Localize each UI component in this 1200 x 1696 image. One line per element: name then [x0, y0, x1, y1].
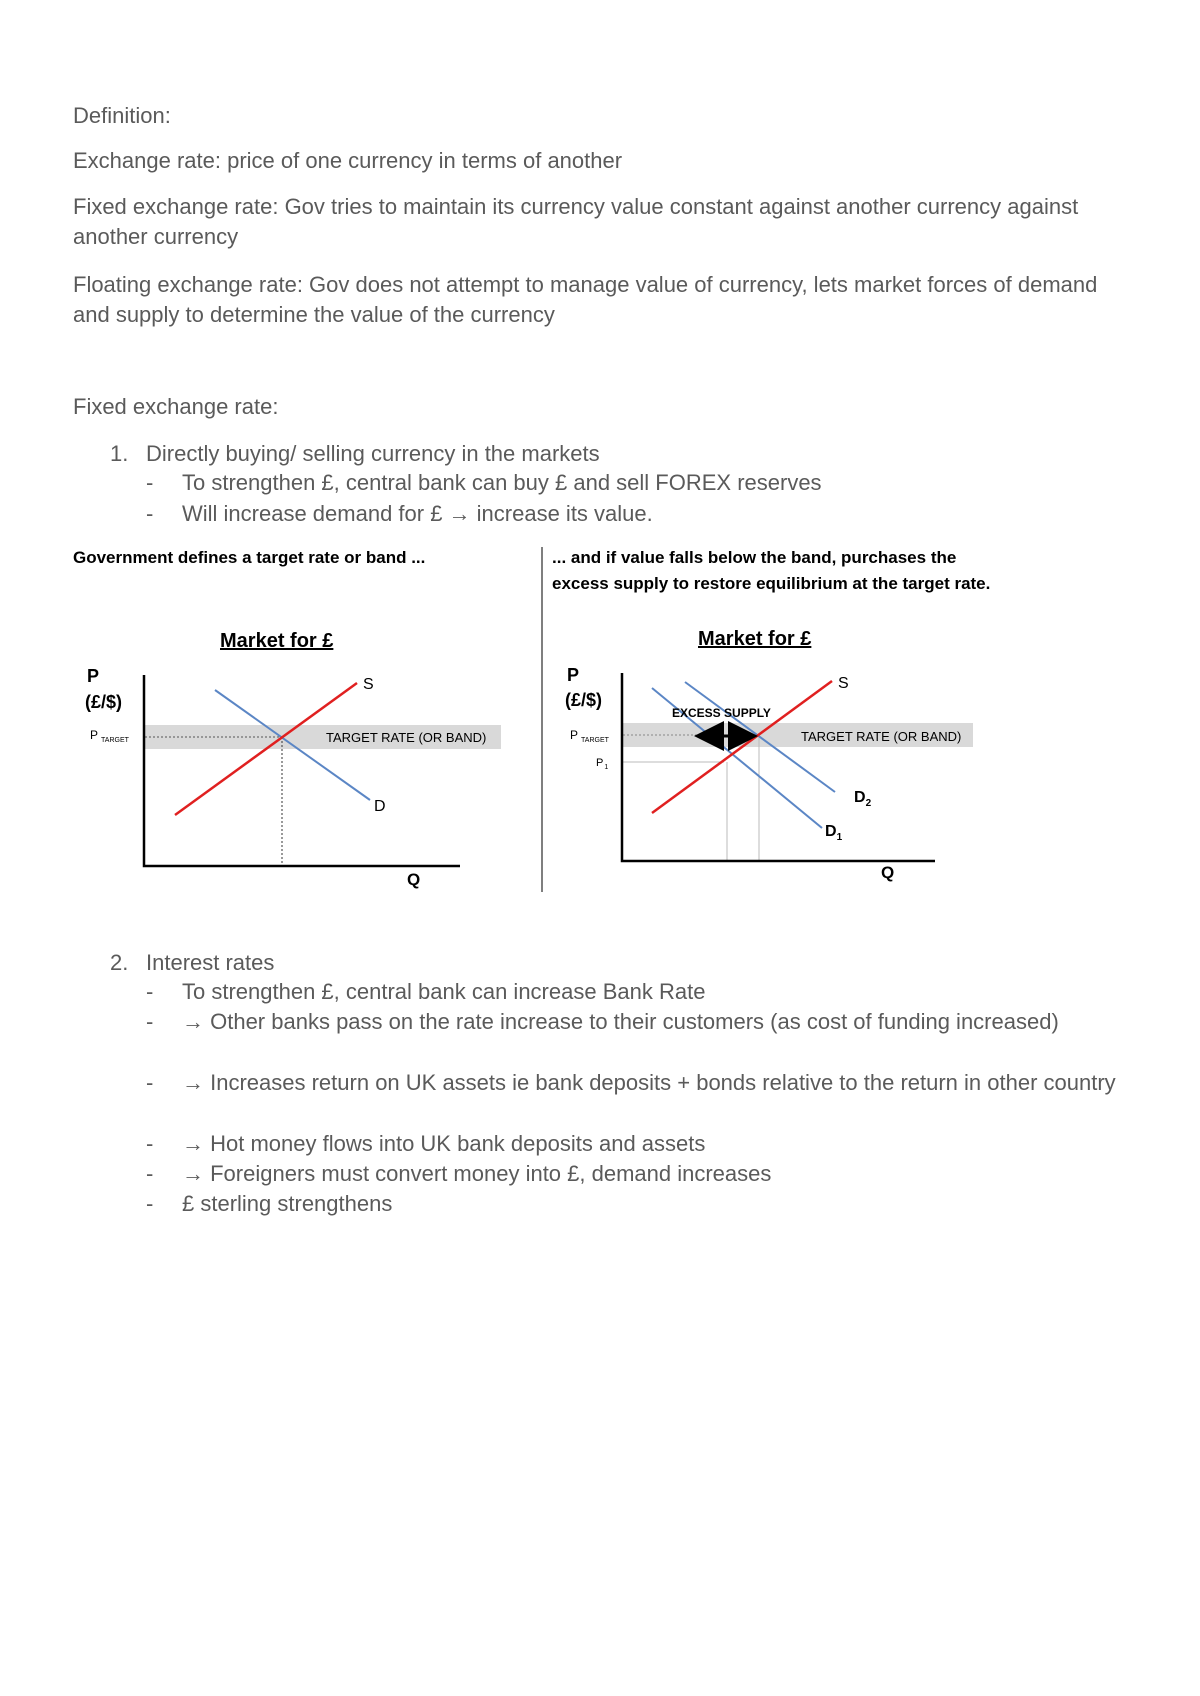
- definition-heading: Definition:: [73, 103, 171, 128]
- list-item-1: Directly buying/ selling currency in the markets: [146, 441, 600, 466]
- fixed-section-heading: Fixed exchange rate:: [73, 394, 279, 419]
- list-number-2: 2.: [110, 950, 129, 975]
- bullet-item: → Increases return on UK assets ie bank deposits + bonds relative to the return in other country: [182, 1070, 1116, 1095]
- y-axis-label-right: P: [567, 665, 580, 685]
- market-title-left: Market for £: [220, 630, 334, 652]
- supply-label-left: S: [363, 676, 374, 693]
- bullet-dash: -: [146, 1070, 154, 1095]
- left-caption: Government defines a target rate or band ...: [73, 548, 426, 567]
- market-title-right: Market for £: [698, 628, 812, 650]
- right-panel: [565, 628, 973, 882]
- supply-label-right: S: [838, 675, 849, 692]
- bullet-dash: -: [146, 1161, 154, 1186]
- exchange-rate-definition: Exchange rate: price of one currency in terms of another: [73, 148, 623, 173]
- left-panel: [85, 630, 501, 889]
- floating-rate-definition: Floating exchange rate: Gov does not attempt to manage value of currency, lets market forces of demand and supply to determine the value of the currency: [73, 272, 1098, 327]
- bullet-dash: -: [146, 501, 154, 526]
- bullet-item: £ sterling strengthens: [182, 1191, 393, 1216]
- list-item-2: Interest rates: [146, 950, 275, 975]
- q-label-left: Q: [407, 870, 421, 889]
- list-number-1: 1.: [110, 441, 129, 466]
- bullet-dash: -: [146, 1131, 154, 1156]
- bullet-item: To strengthen £, central bank can increase Bank Rate: [182, 979, 706, 1004]
- p-target-label-right: P $_{TARGET}$: [570, 728, 609, 744]
- bullet-dash: -: [146, 1191, 154, 1216]
- y-axis-unit-left: (£/$): [85, 692, 123, 712]
- bullet-item: → Hot money flows into UK bank deposits and assets: [182, 1131, 706, 1156]
- bullet-item: → Other banks pass on the rate increase to their customers (as cost of funding increased): [182, 1009, 1059, 1034]
- d2-label: $D_2$: [854, 789, 872, 809]
- y-axis-label-left: P: [87, 666, 100, 686]
- target-band-label-right: TARGET RATE (OR BAND): [801, 729, 962, 744]
- demand-label-left: D: [374, 798, 386, 815]
- right-caption-line1: ... and if value falls below the band, purchases the: [552, 548, 957, 567]
- fixed-rate-definition: Fixed exchange rate: Gov tries to maintain its currency value constant against another currency against another currency: [73, 194, 1079, 249]
- d1-label: $D_1$: [825, 823, 843, 843]
- p-target-label-left: P $_{TARGET}$: [90, 728, 129, 744]
- y-axis-unit-right: (£/$): [565, 690, 603, 710]
- excess-supply-label: EXCESS SUPPLY: [672, 706, 771, 720]
- right-caption-line2: excess supply to restore equilibrium at the target rate.: [552, 574, 991, 593]
- market-diagram: [0, 540, 1200, 910]
- p1-label: $P_1$: [596, 757, 609, 771]
- bullet-dash: -: [146, 470, 154, 495]
- bullet-dash: -: [146, 1009, 154, 1034]
- bullet-item: To strengthen £, central bank can buy £ and sell FOREX reserves: [182, 470, 822, 495]
- bullet-dash: -: [146, 979, 154, 1004]
- bullet-item: → Foreigners must convert money into £, demand increases: [182, 1161, 772, 1186]
- q-label-right: Q: [881, 863, 895, 882]
- target-band-label-left: TARGET RATE (OR BAND): [326, 730, 487, 745]
- axes-left: [144, 675, 460, 866]
- bullet-item: Will increase demand for £ → increase its value.: [182, 501, 653, 526]
